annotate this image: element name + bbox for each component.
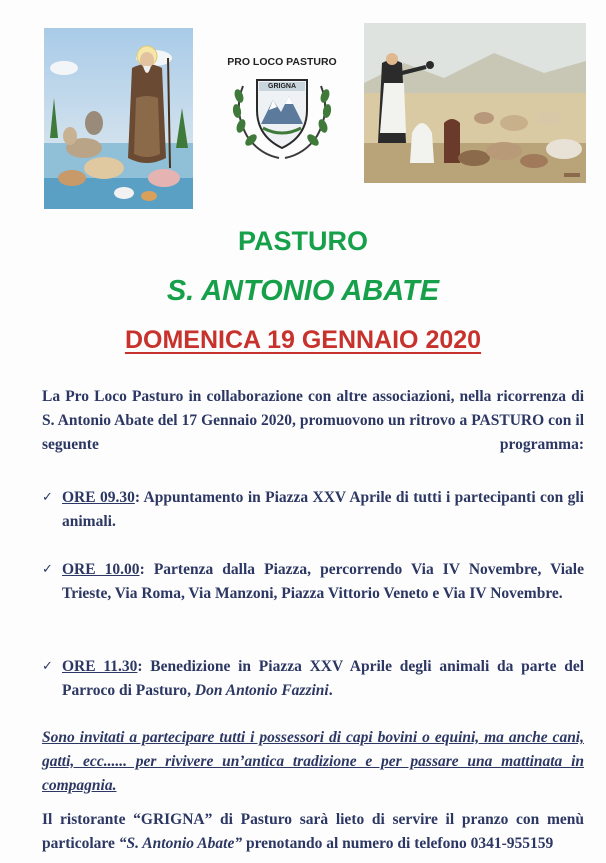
logo-title: PRO LOCO PASTURO <box>227 56 337 68</box>
program-time: ORE 09.30 <box>62 489 135 506</box>
menu-name: “S. Antonio Abate” <box>118 835 243 852</box>
program-item-text <box>62 655 584 703</box>
logo-emblem-icon <box>219 66 345 166</box>
program-description: : Benedizione in Piazza XXV Aprile degli animali da parte del Parroco di Pasturo, <box>62 658 585 699</box>
saint-title: S. ANTONIO ABATE <box>166 275 440 307</box>
restaurant-note <box>42 808 584 856</box>
program-time: ORE 10.00 <box>62 561 140 578</box>
program-description: : Partenza dalla Piazza, percorrendo Via IV Novembre, Viale Trieste, Via Roma, Via Manzoni, Piazza Vittorio Veneto e Via IV Novembre. <box>62 561 584 602</box>
town-title: PASTURO <box>237 226 368 256</box>
restaurant-text: Il ristorante “GRIGNA” di Pasturo sarà lieto di servire il pranzo con menù particolare <box>42 811 584 852</box>
program-item <box>42 558 584 630</box>
program-item-text <box>62 558 584 606</box>
intro-paragraph: La Pro Loco Pasturo in collaborazione con altre associazioni, nella ricorrenza di S. Antonio Abate del 17 Gennaio 2020, promuovono un ritrovo a PASTURO con il seguente programma: <box>42 388 584 453</box>
saint-with-animals-image <box>44 28 193 209</box>
checkmark-icon: ✓ <box>42 659 53 674</box>
date-text: DOMENICA 19 GENNAIO 2020 <box>124 326 482 354</box>
date-title <box>0 326 606 355</box>
blessing-scene-image <box>364 23 586 183</box>
program-time: ORE 11.30 <box>62 658 138 675</box>
program-end: . <box>328 682 333 699</box>
program-item <box>42 486 584 534</box>
pro-loco-logo <box>219 56 345 166</box>
checkmark-icon: ✓ <box>42 562 53 577</box>
invitation-paragraph: Sono invitati a partecipare tutti i possessori di capi bovini o equini, ma anche cani, gatti, ecc...... per rivivere un’antica tradizione e per passare una mattinata in compagnia. <box>42 729 584 794</box>
checkmark-icon: ✓ <box>42 490 53 505</box>
program-item <box>42 655 584 703</box>
program-description: : Appuntamento in Piazza XXV Aprile di tutti i partecipanti con gli animali. <box>62 489 584 530</box>
priest-name: Don Antonio Fazzini <box>194 682 329 699</box>
logo-shield-text: GRIGNA <box>268 83 296 90</box>
restaurant-phone-text: prenotando al numero di telefono 0341-955159 <box>242 835 554 852</box>
program-item-text <box>62 486 584 558</box>
